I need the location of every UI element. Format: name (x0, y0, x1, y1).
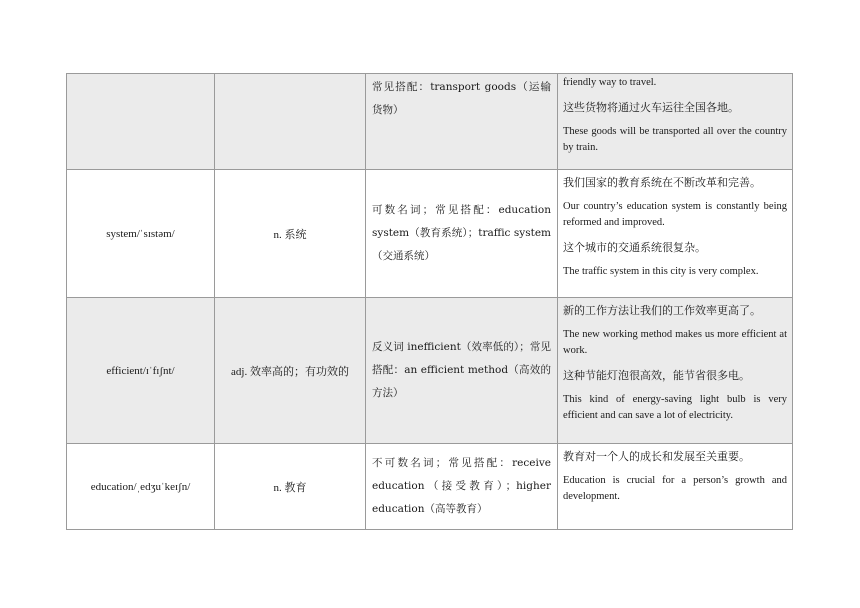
example-en: These goods will be transported all over the country by train. (563, 126, 787, 153)
examples-cell (558, 298, 793, 444)
part-of-speech-cell: n. 教育 (215, 444, 366, 530)
example-zh: 新的工作方法让我们的工作效率更高了。 (563, 304, 761, 317)
examples-cell (558, 444, 793, 530)
usage-cell: 不可数名词；常见搭配：receive education（接受教育）；higher education（高等教育） (366, 444, 558, 530)
vocabulary-table (66, 73, 793, 530)
word-cell: education/ˌedʒuˈkeɪʃn/ (67, 444, 215, 530)
word-cell: system/ˈsɪstəm/ (67, 170, 215, 298)
part-of-speech-cell: n. 系统 (215, 170, 366, 298)
table-row (67, 298, 793, 444)
examples-cell (558, 74, 793, 170)
example-zh: 这些货物将通过火车运往全国各地。 (563, 101, 739, 114)
example-en: Our country’s education system is constantly being reformed and improved. (563, 201, 787, 228)
word-cell: efficient/ɪˈfɪʃnt/ (67, 298, 215, 444)
example-en: This kind of energy-saving light bulb is very efficient and can save a lot of electricity. (563, 394, 787, 421)
example-en: Education is crucial for a person’s growth and development. (563, 475, 787, 502)
table-row (67, 170, 793, 298)
example-zh: 这个城市的交通系统很复杂。 (563, 241, 706, 254)
examples-cell (558, 170, 793, 298)
example-en: The traffic system in this city is very complex. (563, 266, 759, 277)
usage-cell: 可数名词；常见搭配：education system（教育系统）；traffic system（交通系统） (366, 170, 558, 298)
table-row (67, 444, 793, 530)
example-en: The new working method makes us more efficient at work. (563, 329, 787, 356)
word-cell (67, 74, 215, 170)
part-of-speech-cell (215, 74, 366, 170)
usage-cell: 反义词 inefficient（效率低的）；常见搭配：an efficient method（高效的方法） (366, 298, 558, 444)
example-zh: 这种节能灯泡很高效，能节省很多电。 (563, 369, 750, 382)
part-of-speech-cell: adj. 效率高的；有功效的 (215, 298, 366, 444)
example-en: friendly way to travel. (563, 77, 657, 88)
usage-cell: 常见搭配：transport goods（运输货物） (366, 74, 558, 170)
table-row (67, 74, 793, 170)
example-zh: 我们国家的教育系统在不断改革和完善。 (563, 176, 761, 189)
example-zh: 教育对一个人的成长和发展至关重要。 (563, 450, 750, 463)
